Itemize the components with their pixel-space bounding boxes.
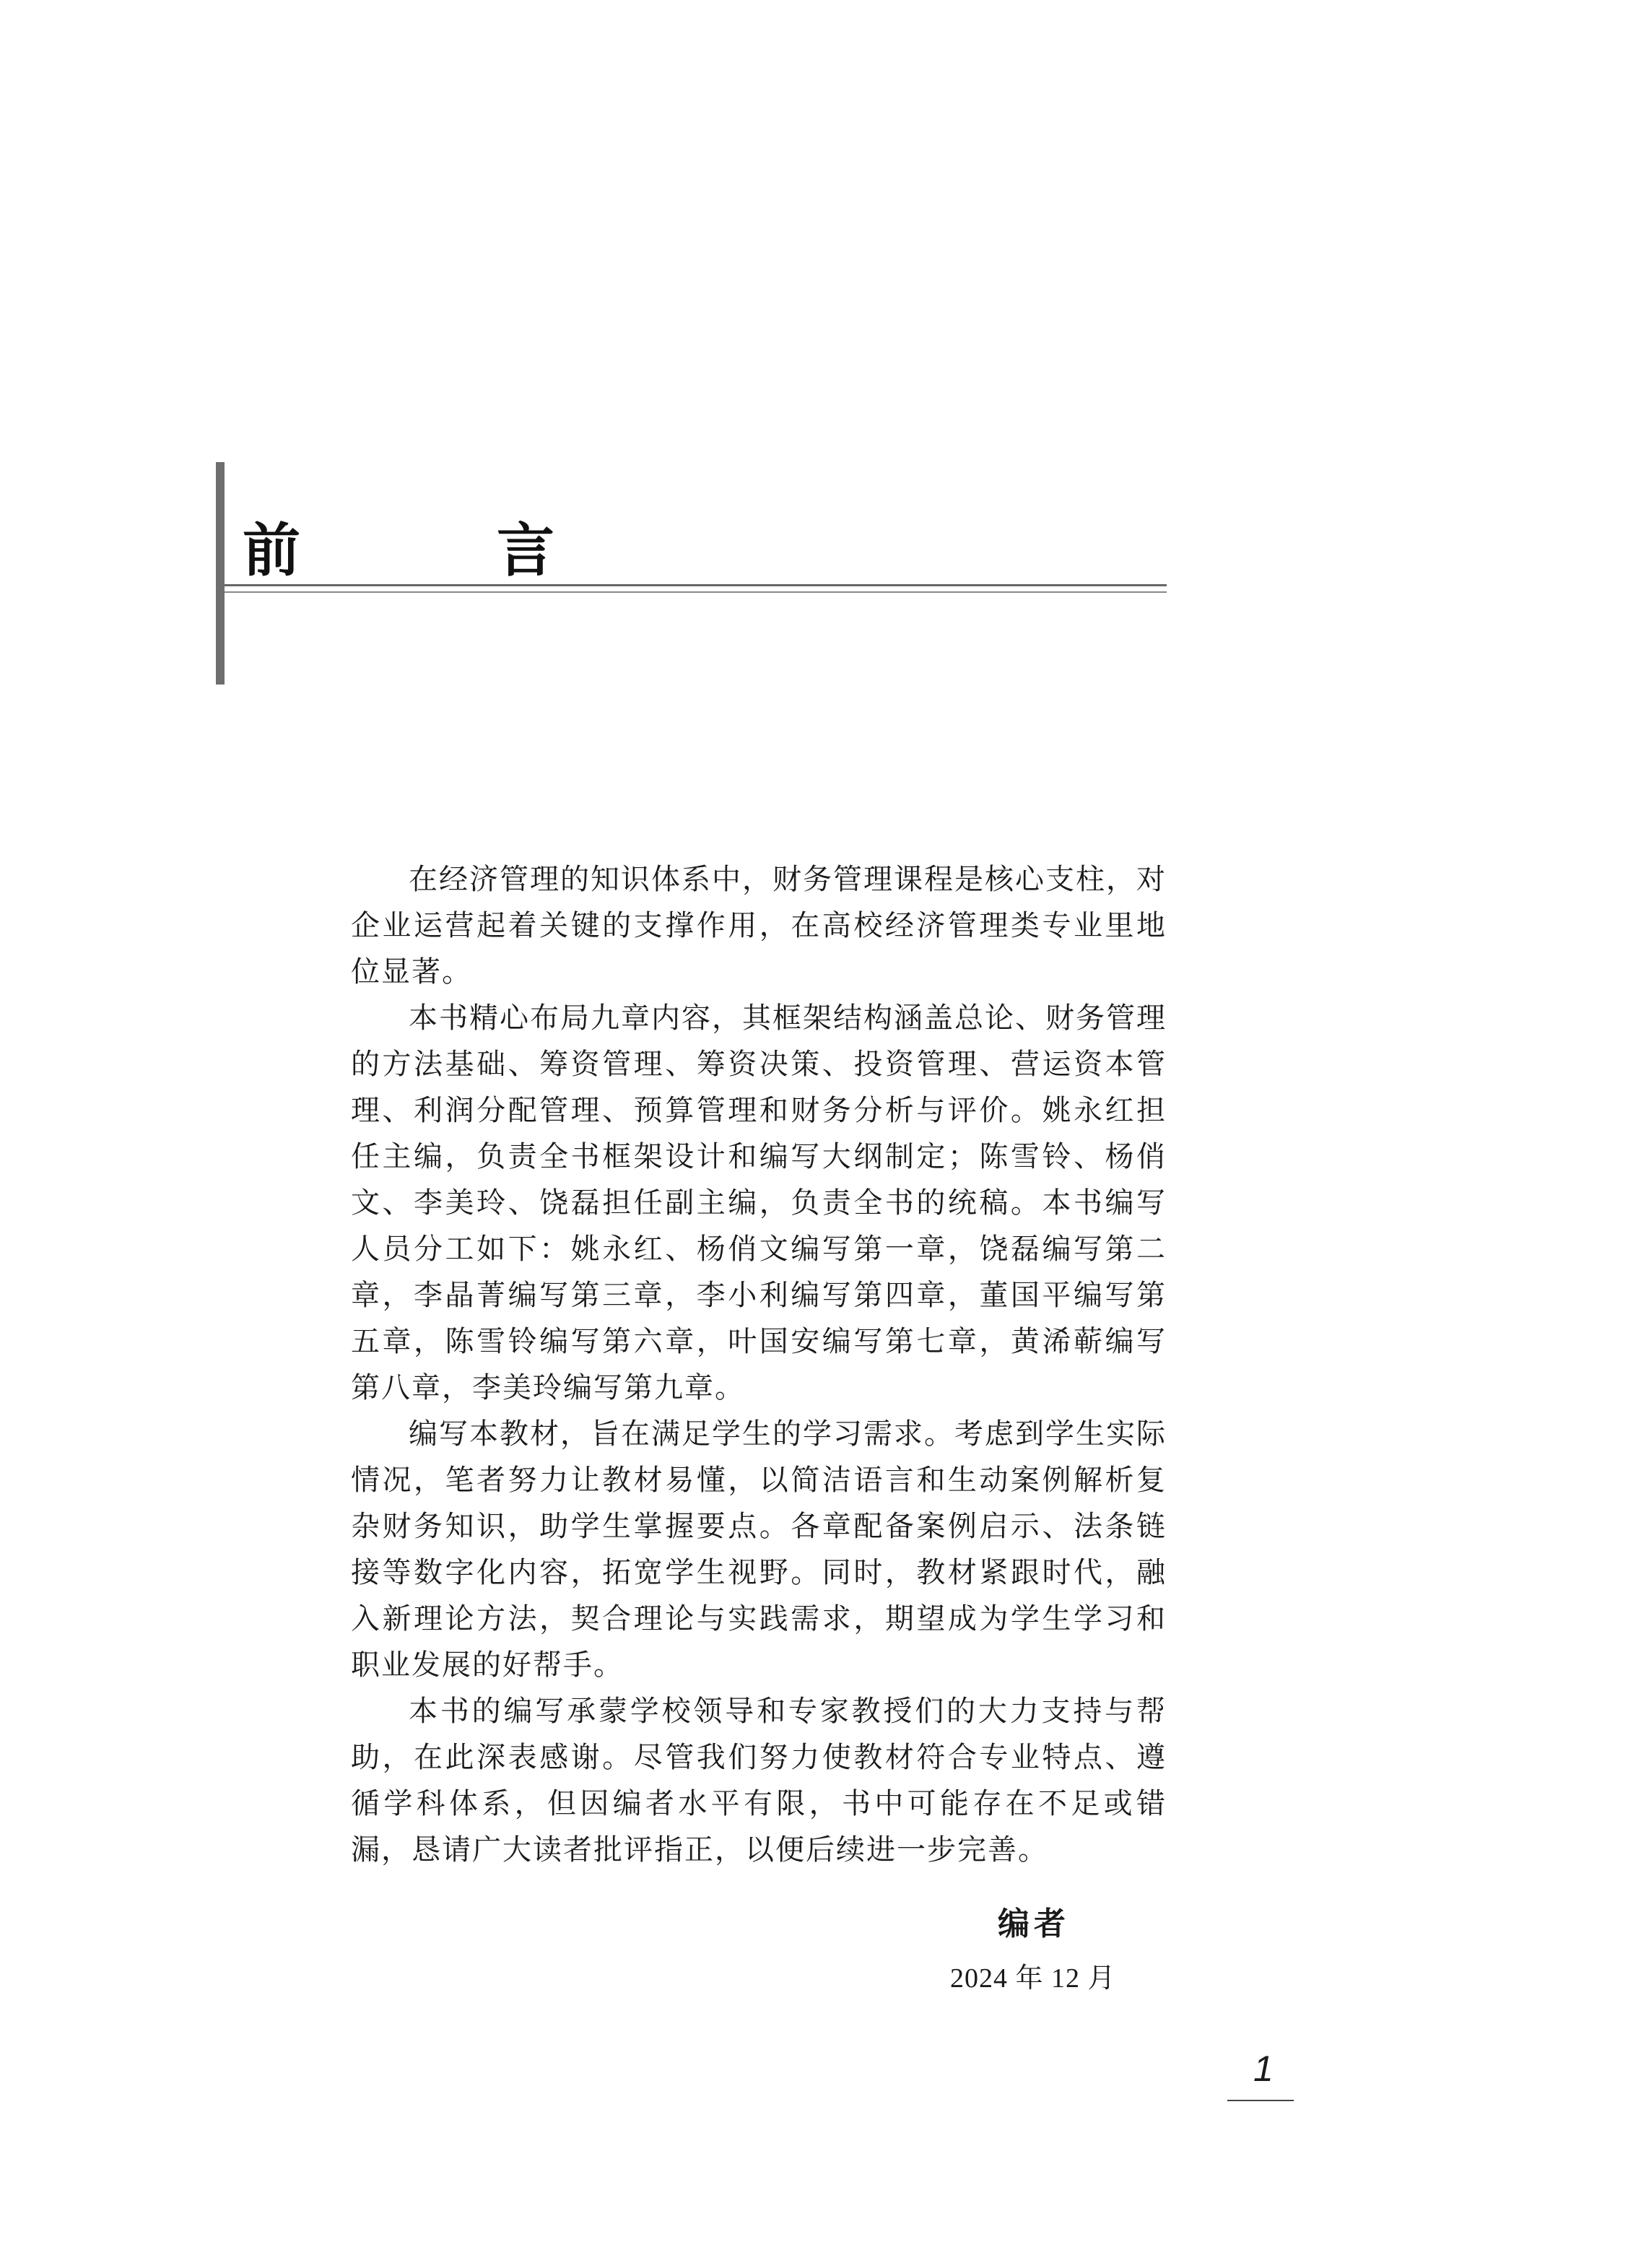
paragraph: 本书的编写承蒙学校领导和专家教授们的大力支持与帮助，在此深表感谢。尽管我们努力使教材符合专业特点、遵循学科体系，但因编者水平有限，书中可能存在不足或错漏，恳请广大读者批评指正，以便后续进一步完善。 <box>351 1695 1167 1867</box>
paragraph: 编写本教材，旨在满足学生的学习需求。考虑到学生实际情况，笔者努力让教材易懂，以简洁语言和生动案例解析复杂财务知识，助学生掌握要点。各章配备案例启示、法条链接等数字化内容，拓宽学生视野。同时，教材紧跟时代，融入新理论方法，契合理论与实践需求，期望成为学生学习和职业发展的好帮手。 <box>351 1417 1167 1682</box>
date-line: 2024 年 12 月 <box>950 1963 1116 1994</box>
page-number: 1 <box>1253 2048 1274 2089</box>
page-number-rule <box>1227 2100 1294 2101</box>
author-signature: 编者 <box>998 1906 1070 1942</box>
title-underline <box>225 584 1167 586</box>
page-title: 前 言 <box>243 517 624 584</box>
paragraph: 本书精心布局九章内容，其框架结构涵盖总论、财务管理的方法基础、筹资管理、筹资决策、投资管理、营运资本管理、利润分配管理、预算管理和财务分析与评价。姚永红担任主编，负责全书框架设计和编写大纲制定；陈雪铃、杨俏文、李美玲、饶磊担任副主编，负责全书的统稿。本书编写人员分工如下：姚永红、杨俏文编写第一章，饶磊编写第二章，李晶菁编写第三章，李小利编写第四章，董国平编写第五章，陈雪铃编写第六章，叶国安编写第七章，黄浠蕲编写第八章，李美玲编写第九章。 <box>351 1002 1167 1404</box>
paragraph: 在经济管理的知识体系中，财务管理课程是核心支柱，对企业运营起着关键的支撑作用，在高校经济管理类专业里地位显著。 <box>351 863 1167 989</box>
title-accent-bar <box>216 462 225 685</box>
title-underline-secondary <box>225 591 1167 593</box>
preface-body <box>351 856 1167 1873</box>
